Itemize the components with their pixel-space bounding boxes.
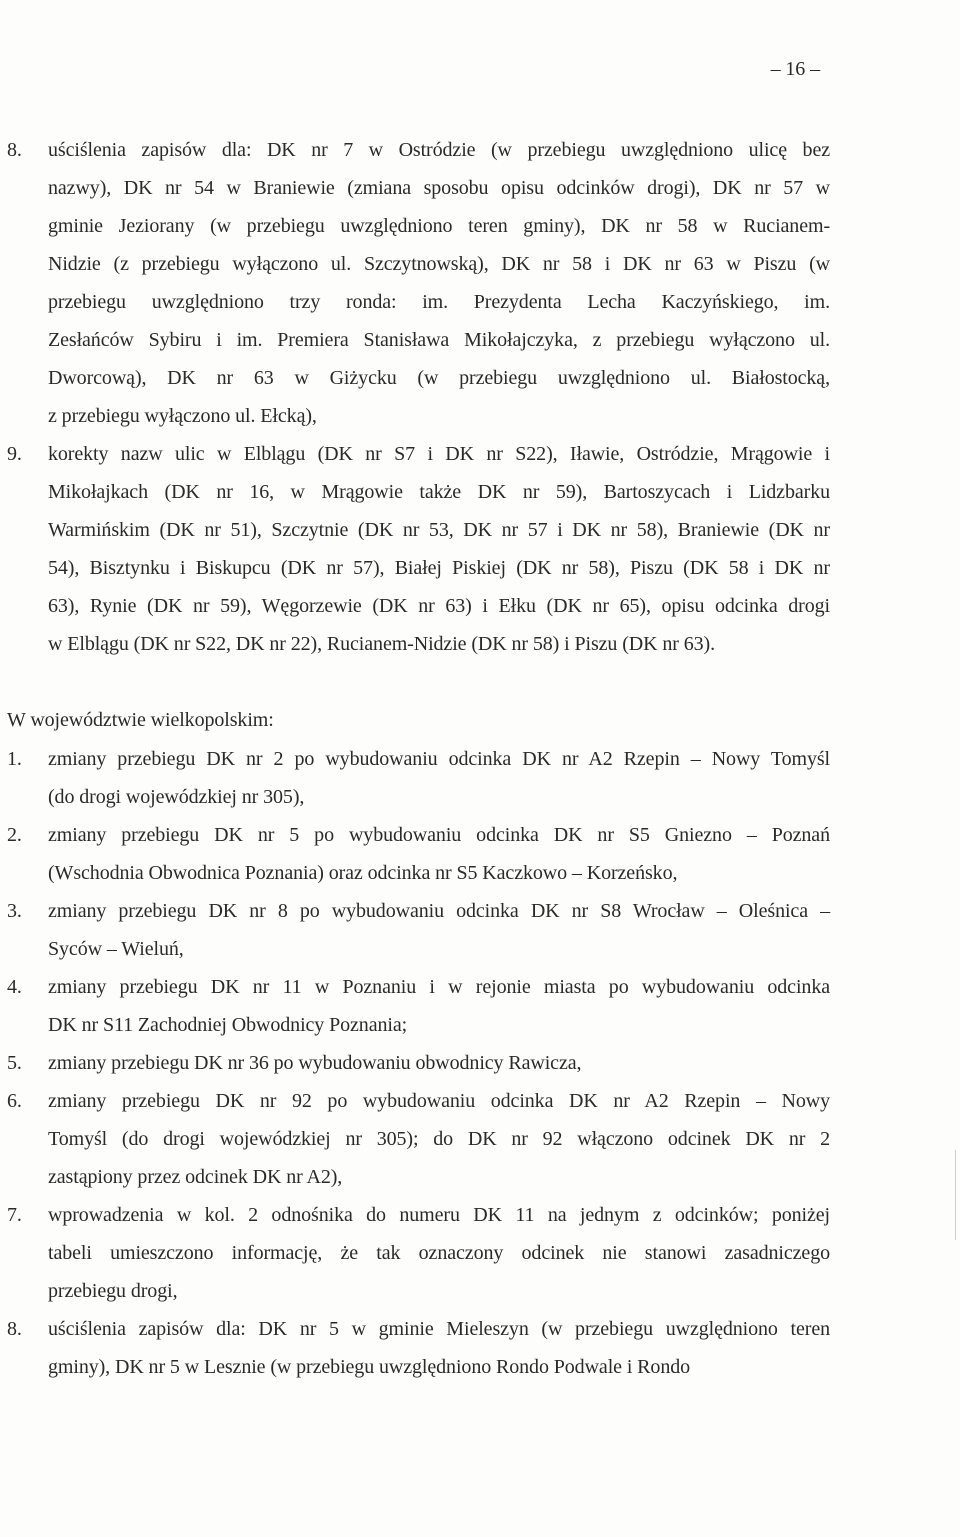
- list-item-number: 8.: [7, 1318, 22, 1340]
- text-line: (Wschodnia Obwodnica Poznania) oraz odcinka nr S5 Kaczkowo – Korzeńsko,: [48, 862, 678, 884]
- page-number: – 16 –: [770, 58, 820, 80]
- text-line: Syców – Wieluń,: [48, 938, 184, 960]
- text-line: Nidzie (z przebiegu wyłączono ul. Szczytnowską), DK nr 58 i DK nr 63 w Piszu (w: [48, 253, 830, 275]
- list-item-number: 2.: [7, 824, 22, 846]
- list-item: [0, 1082, 960, 1196]
- text-line: przebiegu drogi,: [48, 1280, 178, 1302]
- list-item-number: 6.: [7, 1090, 22, 1112]
- list-item: [0, 1044, 960, 1082]
- text-line: Tomyśl (do drogi wojewódzkiej nr 305); do DK nr 92 włączono odcinek DK nr 2: [48, 1128, 830, 1150]
- list-item-number: 1.: [7, 748, 22, 770]
- text-line: zmiany przebiegu DK nr 2 po wybudowaniu odcinka DK nr A2 Rzepin – Nowy Tomyśl: [48, 748, 830, 770]
- text-line: 63), Rynie (DK nr 59), Węgorzewie (DK nr 63) i Ełku (DK nr 65), opisu odcinka drogi: [48, 595, 830, 617]
- list-item: [0, 740, 960, 816]
- list-item: [0, 435, 960, 663]
- text-line: nazwy), DK nr 54 w Braniewie (zmiana sposobu opisu odcinków drogi), DK nr 57 w: [48, 177, 830, 199]
- list-item-number: 7.: [7, 1204, 22, 1226]
- list-item: [0, 131, 960, 435]
- list-item-text: [48, 1310, 830, 1386]
- text-line: 54), Bisztynku i Biskupcu (DK nr 57), Białej Piskiej (DK nr 58), Piszu (DK 58 i DK nr: [48, 557, 830, 579]
- section-heading-wielkopolskie: W województwie wielkopolskim:: [7, 709, 274, 731]
- list-item: [0, 968, 960, 1044]
- text-line: zmiany przebiegu DK nr 5 po wybudowaniu odcinka DK nr S5 Gniezno – Poznań: [48, 824, 830, 846]
- list-item-text: [48, 1044, 830, 1082]
- text-line: zastąpiony przez odcinek DK nr A2),: [48, 1166, 343, 1188]
- text-line: zmiany przebiegu DK nr 8 po wybudowaniu odcinka DK nr S8 Wrocław – Oleśnica –: [48, 900, 830, 922]
- list-item: [0, 1310, 960, 1386]
- text-line: z przebiegu wyłączono ul. Ełcką),: [48, 405, 317, 427]
- text-line: DK nr S11 Zachodniej Obwodnicy Poznania;: [48, 1014, 408, 1036]
- list-item: [0, 892, 960, 968]
- text-line: wprowadzenia w kol. 2 odnośnika do numeru DK 11 na jednym z odcinków; poniżej: [48, 1204, 830, 1226]
- text-line: w Elblągu (DK nr S22, DK nr 22), Rucianem-Nidzie (DK nr 58) i Piszu (DK nr 63).: [48, 633, 715, 655]
- list-item-text: [48, 435, 830, 663]
- text-line: gminie Jeziorany (w przebiegu uwzględniono teren gminy), DK nr 58 w Rucianem-: [48, 215, 830, 237]
- text-line: Dworcową), DK nr 63 w Giżycku (w przebiegu uwzględniono ul. Białostocką,: [48, 367, 830, 389]
- text-line: tabeli umieszczono informację, że tak oznaczony odcinek nie stanowi zasadniczego: [48, 1242, 830, 1264]
- text-line: Warmińskim (DK nr 51), Szczytnie (DK nr 53, DK nr 57 i DK nr 58), Braniewie (DK nr: [48, 519, 830, 541]
- text-line: Mikołajkach (DK nr 16, w Mrągowie także DK nr 59), Bartoszycach i Lidzbarku: [48, 481, 830, 503]
- list-item-number: 8.: [7, 139, 22, 161]
- list-item-text: [48, 740, 830, 816]
- list-item-text: [48, 968, 830, 1044]
- text-line: korekty nazw ulic w Elblągu (DK nr S7 i DK nr S22), Iławie, Ostródzie, Mrągowie i: [48, 443, 830, 465]
- text-line: przebiegu uwzględniono trzy ronda: im. Prezydenta Lecha Kaczyńskiego, im.: [48, 291, 830, 313]
- list-item-number: 5.: [7, 1052, 22, 1074]
- list-item-number: 3.: [7, 900, 22, 922]
- text-line: zmiany przebiegu DK nr 11 w Poznaniu i w rejonie miasta po wybudowaniu odcinka: [48, 976, 830, 998]
- text-line: Zesłańców Sybiru i im. Premiera Stanisława Mikołajczyka, z przebiegu wyłączono ul.: [48, 329, 830, 351]
- list-item-number: 9.: [7, 443, 22, 465]
- list-item-text: [48, 131, 830, 435]
- scan-edge-mark: [955, 1150, 956, 1240]
- list-item: [0, 1196, 960, 1310]
- text-line: (do drogi wojewódzkiej nr 305),: [48, 786, 305, 808]
- text-line: uściślenia zapisów dla: DK nr 7 w Ostródzie (w przebiegu uwzględniono ulicę bez: [48, 139, 830, 161]
- text-line: zmiany przebiegu DK nr 36 po wybudowaniu obwodnicy Rawicza,: [48, 1052, 582, 1074]
- text-line: gminy), DK nr 5 w Lesznie (w przebiegu uwzględniono Rondo Podwale i Rondo: [48, 1356, 691, 1378]
- list-item-text: [48, 1196, 830, 1310]
- text-line: zmiany przebiegu DK nr 92 po wybudowaniu odcinka DK nr A2 Rzepin – Nowy: [48, 1090, 830, 1112]
- list-item-text: [48, 892, 830, 968]
- text-line: uściślenia zapisów dla: DK nr 5 w gminie Mieleszyn (w przebiegu uwzględniono teren: [48, 1318, 830, 1340]
- list-item-text: [48, 816, 830, 892]
- list-item-number: 4.: [7, 976, 22, 998]
- list-item: [0, 816, 960, 892]
- list-item-text: [48, 1082, 830, 1196]
